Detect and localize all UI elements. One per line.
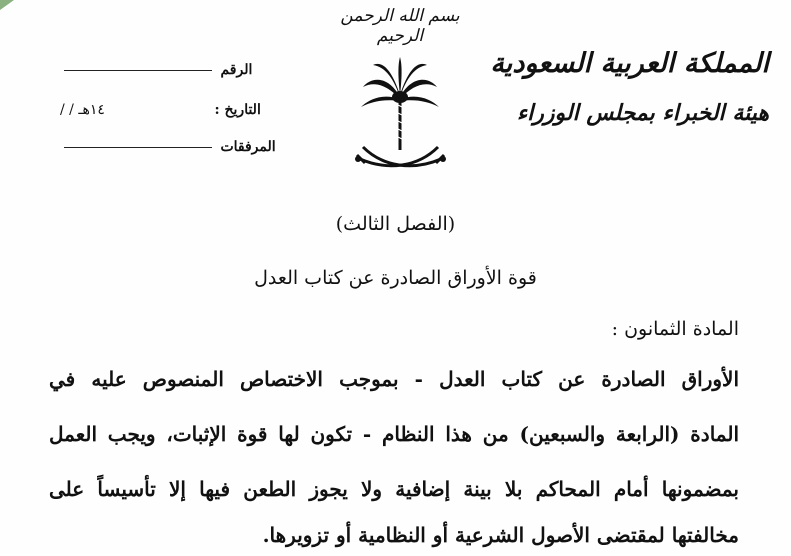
article-text-line: بمضمونها أمام المحاكم بلا بينة إضافية ولا يجوز الطعن فيها إلا تأسيساً على	[49, 477, 739, 501]
organization-line-2: هيئة الخبراء بمجلس الوزراء	[516, 100, 769, 126]
chapter-heading: (الفصل الثالث)	[335, 213, 456, 235]
basmala: بسم الله الرحمن الرحيم	[340, 6, 460, 46]
article-title: المادة الثمانون :	[611, 318, 739, 340]
attachments-blank-line	[64, 147, 212, 148]
date-value: / / ١٤هـ	[60, 102, 105, 118]
reference-number-field	[60, 62, 252, 78]
article-text-line: الأوراق الصادرة عن كتاب العدل - بموجب الاختصاص المنصوص عليه في	[49, 367, 739, 391]
saudi-emblem-icon	[353, 55, 448, 175]
chapter-subtitle: قوة الأوراق الصادرة عن كتاب العدل	[254, 267, 537, 289]
reference-blank-line	[64, 70, 212, 71]
date-field	[60, 102, 261, 118]
date-label: التاريخ :	[214, 102, 261, 118]
article-text-line: المادة (الرابعة والسبعين) من هذا النظام - تكون لها قوة الإثبات، ويجب العمل	[49, 422, 739, 446]
attachments-label: المرفقات	[220, 139, 276, 155]
reference-label: الرقم	[220, 62, 253, 78]
corner-mark	[0, 0, 14, 10]
attachments-field	[60, 139, 276, 155]
article-text-line: مخالفتها لمقتضى الأصول الشرعية أو النظامية أو تزويرها.	[262, 523, 739, 547]
organization-line-1: المملكة العربية السعودية	[490, 48, 769, 79]
